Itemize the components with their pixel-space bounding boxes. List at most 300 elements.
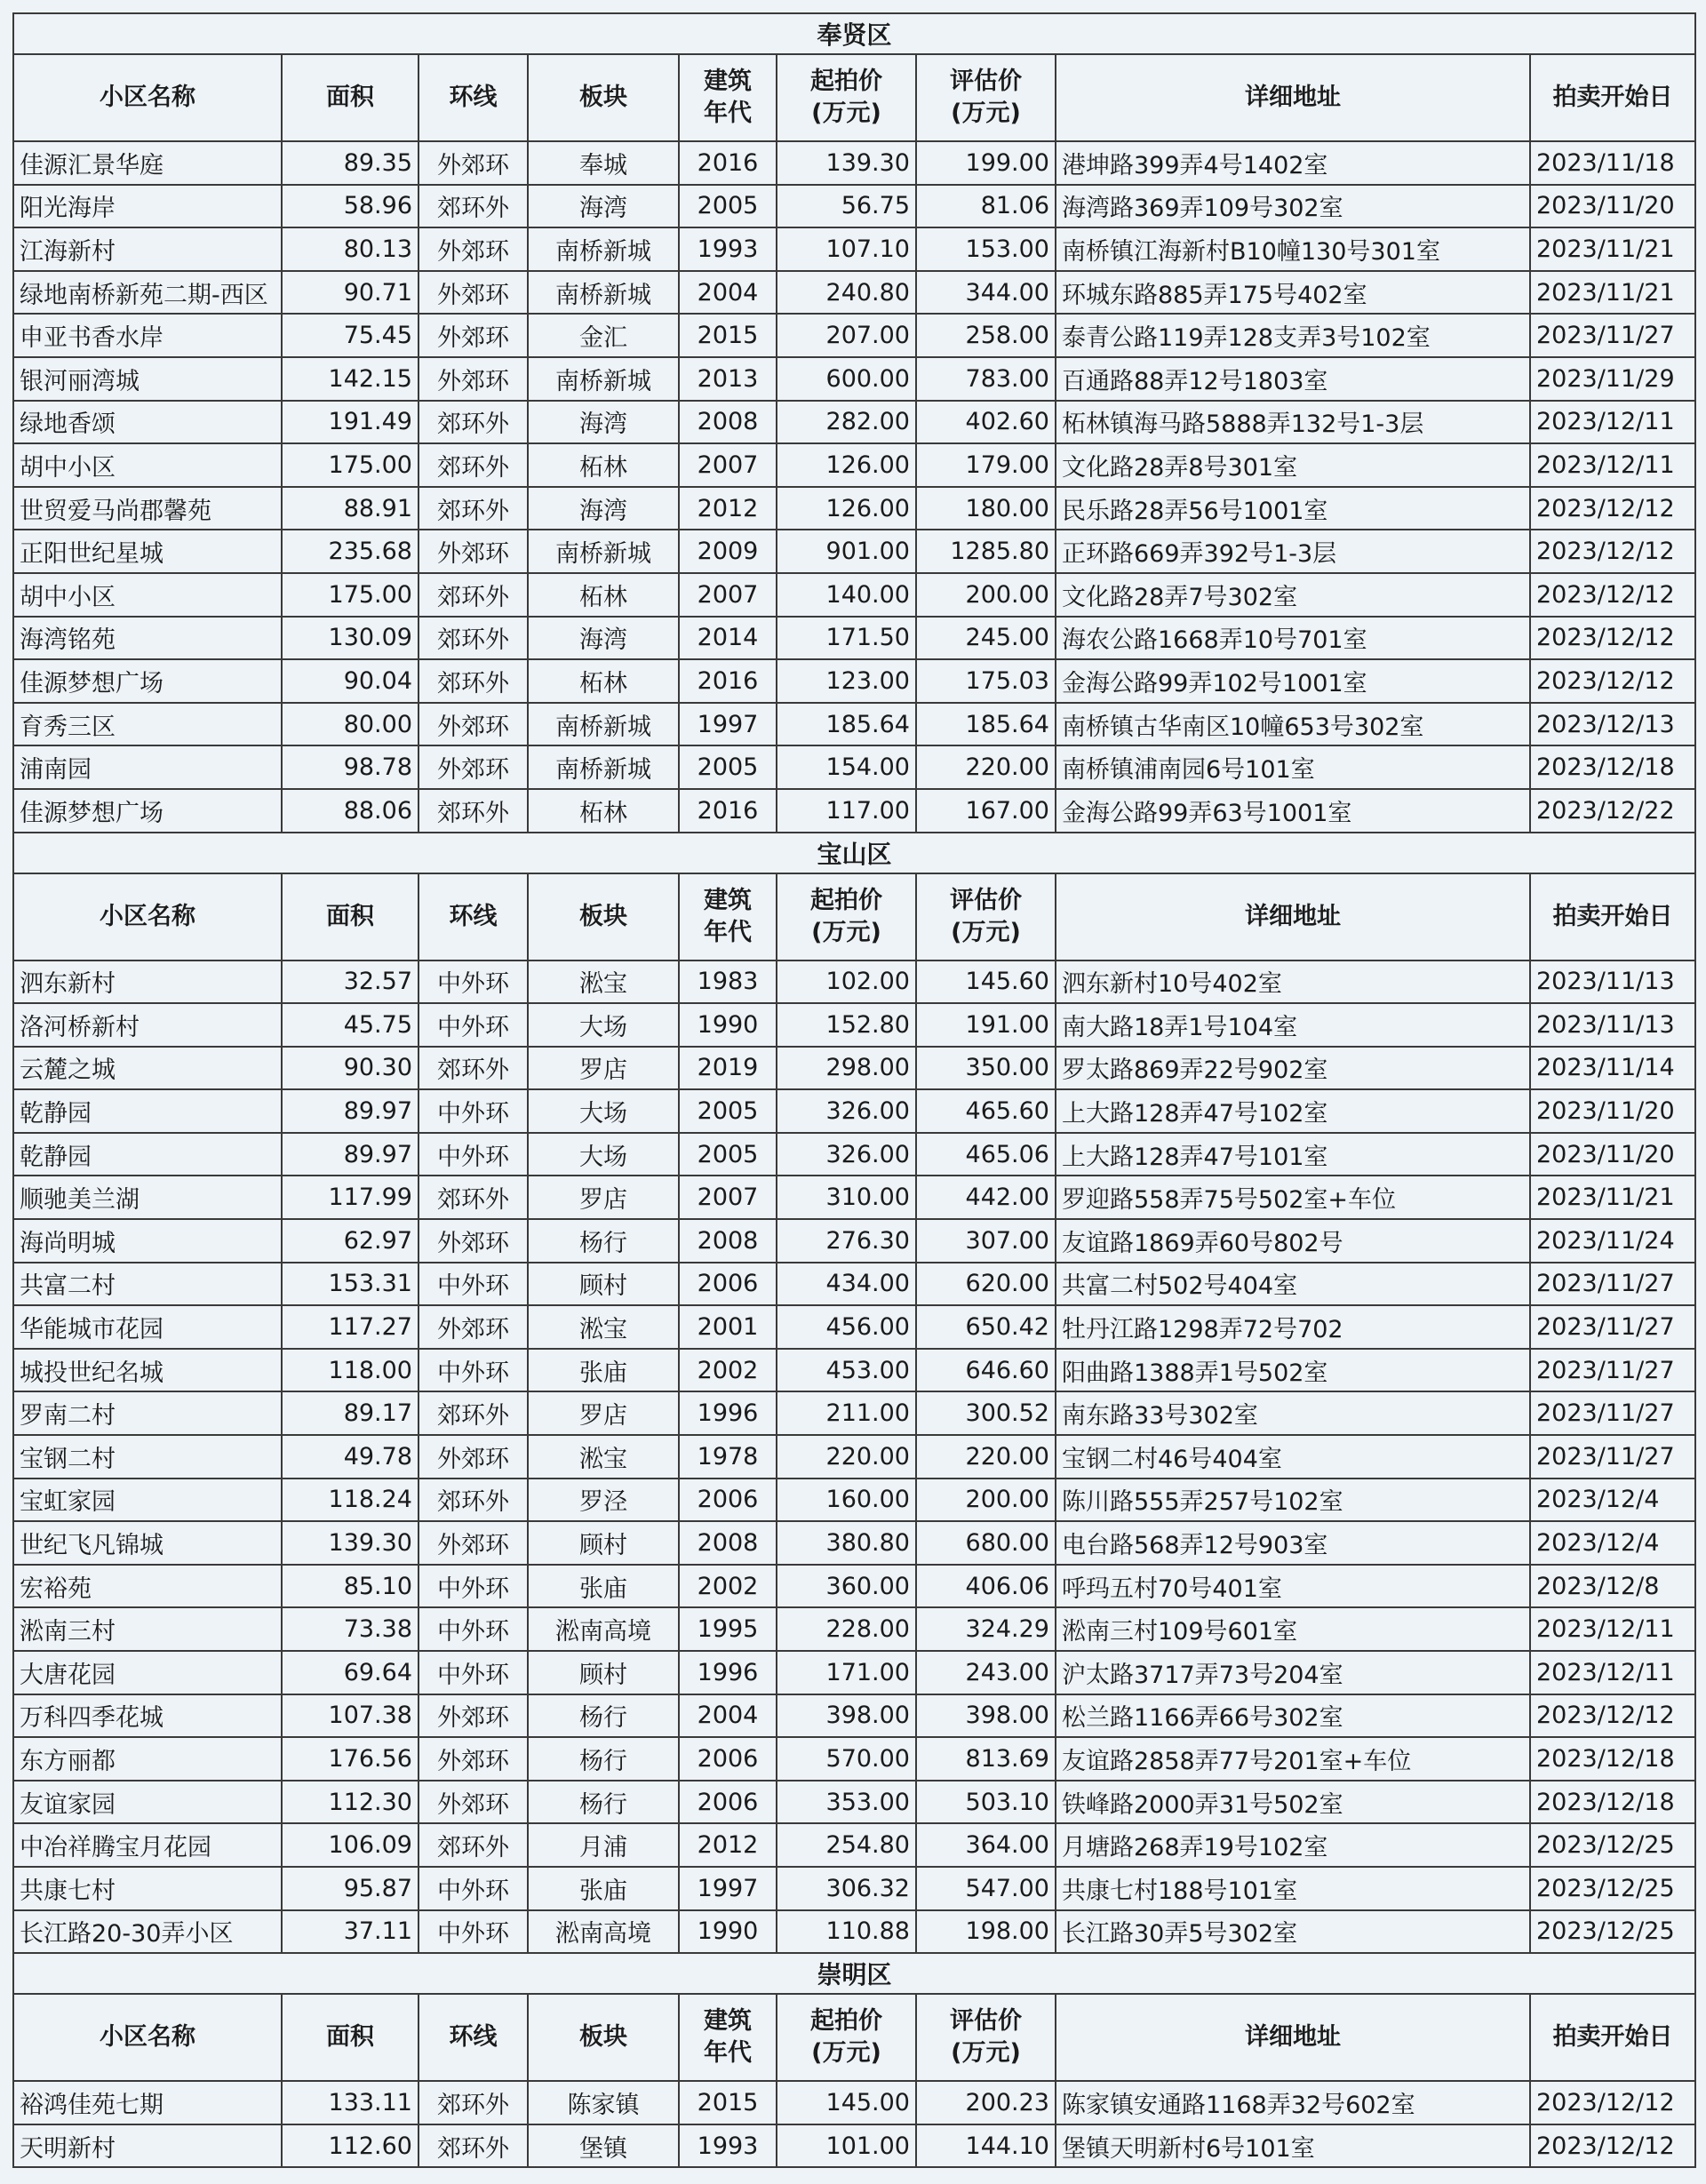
- build-year-cell: 2005: [679, 1089, 777, 1133]
- appraised-price-cell: 220.00: [916, 1435, 1056, 1479]
- address-cell: 正环路669弄392号1-3层: [1056, 530, 1530, 573]
- area-cell: 117.99: [282, 1176, 419, 1219]
- area-cell: 153.31: [282, 1263, 419, 1306]
- district-block-cell: 大场: [528, 1003, 679, 1047]
- community-name-cell: 佳源梦想广场: [13, 659, 282, 703]
- auction-start-date-cell: 2023/12/11: [1530, 1607, 1695, 1651]
- auction-start-date-cell: 2023/11/27: [1530, 1263, 1695, 1306]
- header-district-block: [528, 873, 679, 960]
- build-year-cell: 2012: [679, 1823, 777, 1867]
- table-row: [13, 401, 1695, 444]
- header-text: 起拍价: [810, 2007, 882, 2036]
- address-cell: 陈家镇安通路1168弄32号602室: [1056, 2081, 1530, 2124]
- appraised-price-cell: 175.03: [916, 659, 1056, 703]
- starting-price-cell: 152.80: [777, 1003, 916, 1047]
- auction-listing-sheet: [12, 12, 1694, 2168]
- ring-road-cell: 外郊环: [419, 1219, 528, 1263]
- starting-price-cell: 211.00: [777, 1391, 916, 1435]
- district-block-cell: 南桥新城: [528, 530, 679, 573]
- appraised-price-cell: 258.00: [916, 314, 1056, 357]
- appraised-price-cell: 180.00: [916, 487, 1056, 530]
- district-block-cell: 奉城: [528, 141, 679, 185]
- auction-start-date-cell: 2023/11/24: [1530, 1219, 1695, 1263]
- address-cell: 友谊路2858弄77号201室+车位: [1056, 1737, 1530, 1781]
- build-year-cell: 2004: [679, 271, 777, 315]
- community-name-cell: 浦南园: [13, 745, 282, 789]
- header-starting-price: [777, 54, 916, 141]
- ring-road-cell: 郊环外: [419, 1047, 528, 1090]
- build-year-cell: 2002: [679, 1349, 777, 1392]
- header-community-name: [13, 54, 282, 141]
- ring-road-cell: 郊环外: [419, 185, 528, 228]
- appraised-price-cell: 144.10: [916, 2124, 1056, 2168]
- table-row: [13, 573, 1695, 617]
- community-name-cell: 裕鸿佳苑七期: [13, 2081, 282, 2124]
- starting-price-cell: 901.00: [777, 530, 916, 573]
- district-block-cell: 大场: [528, 1089, 679, 1133]
- auction-start-date-cell: 2023/11/21: [1530, 1176, 1695, 1219]
- appraised-price-cell: 167.00: [916, 789, 1056, 833]
- address-cell: 友谊路1869弄60号802号: [1056, 1219, 1530, 1263]
- starting-price-cell: 282.00: [777, 401, 916, 444]
- community-name-cell: 天明新村: [13, 2124, 282, 2168]
- header-text: (万元): [811, 2039, 881, 2068]
- area-cell: 49.78: [282, 1435, 419, 1479]
- community-name-cell: 乾静园: [13, 1089, 282, 1133]
- address-cell: 宝钢二村46号404室: [1056, 1435, 1530, 1479]
- area-cell: 117.27: [282, 1305, 419, 1349]
- header-text: 年代: [704, 918, 752, 946]
- build-year-cell: 2014: [679, 617, 777, 660]
- starting-price-cell: 353.00: [777, 1781, 916, 1824]
- ring-road-cell: 中外环: [419, 1910, 528, 1954]
- header-area: [282, 1994, 419, 2081]
- table-row: [13, 1003, 1695, 1047]
- header-starting-price: [777, 873, 916, 960]
- header-text: 详细地址: [1245, 2023, 1341, 2052]
- district-block-cell: 杨行: [528, 1737, 679, 1781]
- ring-road-cell: 郊环外: [419, 573, 528, 617]
- starting-price-cell: 228.00: [777, 1607, 916, 1651]
- header-community-name: [13, 1994, 282, 2081]
- community-name-cell: 共康七村: [13, 1867, 282, 1910]
- starting-price-cell: 101.00: [777, 2124, 916, 2168]
- build-year-cell: 2005: [679, 1133, 777, 1176]
- district-block-cell: 顾村: [528, 1521, 679, 1565]
- header-address: [1056, 1994, 1530, 2081]
- ring-road-cell: 外郊环: [419, 530, 528, 573]
- table-row: [13, 1479, 1695, 1522]
- build-year-cell: 2004: [679, 1694, 777, 1738]
- starting-price-cell: 145.00: [777, 2081, 916, 2124]
- address-cell: 文化路28弄7号302室: [1056, 573, 1530, 617]
- starting-price-cell: 306.32: [777, 1867, 916, 1910]
- section-title-row: [13, 13, 1695, 54]
- area-cell: 118.24: [282, 1479, 419, 1522]
- community-name-cell: 华能城市花园: [13, 1305, 282, 1349]
- table-row: [13, 487, 1695, 530]
- header-text: (万元): [951, 918, 1021, 946]
- address-cell: 共康七村188号101室: [1056, 1867, 1530, 1910]
- auction-start-date-cell: 2023/11/20: [1530, 1133, 1695, 1176]
- community-name-cell: 申亚书香水岸: [13, 314, 282, 357]
- build-year-cell: 2016: [679, 789, 777, 833]
- auction-start-date-cell: 2023/12/18: [1530, 745, 1695, 789]
- area-cell: 130.09: [282, 617, 419, 660]
- header-starting-price: [777, 1994, 916, 2081]
- address-cell: 长江路30弄5号302室: [1056, 1910, 1530, 1954]
- appraised-price-cell: 220.00: [916, 745, 1056, 789]
- build-year-cell: 2016: [679, 141, 777, 185]
- table-row: [13, 1133, 1695, 1176]
- header-text: 拍卖开始日: [1552, 2023, 1673, 2052]
- build-year-cell: 2015: [679, 314, 777, 357]
- community-name-cell: 宏裕苑: [13, 1565, 282, 1608]
- auction-start-date-cell: 2023/12/12: [1530, 1694, 1695, 1738]
- header-ring-road: [419, 1994, 528, 2081]
- area-cell: 95.87: [282, 1867, 419, 1910]
- district-block-cell: 张庙: [528, 1565, 679, 1608]
- address-cell: 牡丹江路1298弄72号702: [1056, 1305, 1530, 1349]
- ring-road-cell: 外郊环: [419, 1694, 528, 1738]
- district-block-cell: 杨行: [528, 1694, 679, 1738]
- auction-start-date-cell: 2023/12/12: [1530, 2124, 1695, 2168]
- address-cell: 金海公路99弄63号1001室: [1056, 789, 1530, 833]
- build-year-cell: 1978: [679, 1435, 777, 1479]
- address-cell: 上大路128弄47号102室: [1056, 1089, 1530, 1133]
- header-text: 评估价: [950, 886, 1022, 914]
- auction-start-date-cell: 2023/11/29: [1530, 357, 1695, 401]
- appraised-price-cell: 198.00: [916, 1910, 1056, 1954]
- community-name-cell: 中冶祥腾宝月花园: [13, 1823, 282, 1867]
- community-name-cell: 育秀三区: [13, 703, 282, 746]
- starting-price-cell: 154.00: [777, 745, 916, 789]
- starting-price-cell: 360.00: [777, 1565, 916, 1608]
- address-cell: 泗东新村10号402室: [1056, 960, 1530, 1004]
- starting-price-cell: 110.88: [777, 1910, 916, 1954]
- auction-start-date-cell: 2023/12/12: [1530, 2081, 1695, 2124]
- appraised-price-cell: 783.00: [916, 357, 1056, 401]
- starting-price-cell: 298.00: [777, 1047, 916, 1090]
- header-text: 小区名称: [100, 2023, 195, 2052]
- auction-start-date-cell: 2023/12/25: [1530, 1867, 1695, 1910]
- header-appraised-price: [916, 1994, 1056, 2081]
- table-row: [13, 1263, 1695, 1306]
- build-year-cell: 1997: [679, 703, 777, 746]
- auction-start-date-cell: 2023/11/13: [1530, 960, 1695, 1004]
- table-row: [13, 1781, 1695, 1824]
- ring-road-cell: 郊环外: [419, 443, 528, 487]
- build-year-cell: 1990: [679, 1003, 777, 1047]
- section-title-row: [13, 1953, 1695, 1994]
- ring-road-cell: 中外环: [419, 1089, 528, 1133]
- starting-price-cell: 254.80: [777, 1823, 916, 1867]
- header-build-year: [679, 873, 777, 960]
- district-block-cell: 罗店: [528, 1176, 679, 1219]
- table-row: [13, 185, 1695, 228]
- table-row: [13, 1565, 1695, 1608]
- address-cell: 百通路88弄12号1803室: [1056, 357, 1530, 401]
- area-cell: 118.00: [282, 1349, 419, 1392]
- community-name-cell: 宝虹家园: [13, 1479, 282, 1522]
- community-name-cell: 罗南二村: [13, 1391, 282, 1435]
- address-cell: 泰青公路119弄128支弄3号102室: [1056, 314, 1530, 357]
- auction-start-date-cell: 2023/11/20: [1530, 185, 1695, 228]
- address-cell: 南大路18弄1号104室: [1056, 1003, 1530, 1047]
- community-name-cell: 淞南三村: [13, 1607, 282, 1651]
- section-title: 宝山区: [13, 833, 1695, 873]
- starting-price-cell: 123.00: [777, 659, 916, 703]
- address-cell: 环城东路885弄175号402室: [1056, 271, 1530, 315]
- header-text: 小区名称: [100, 902, 195, 930]
- table-row: [13, 1089, 1695, 1133]
- ring-road-cell: 外郊环: [419, 314, 528, 357]
- auction-start-date-cell: 2023/11/27: [1530, 1305, 1695, 1349]
- table-row: [13, 789, 1695, 833]
- community-name-cell: 世贸爱马尚郡馨苑: [13, 487, 282, 530]
- area-cell: 58.96: [282, 185, 419, 228]
- header-build-year: [679, 54, 777, 141]
- area-cell: 75.45: [282, 314, 419, 357]
- header-text: 建筑: [704, 886, 752, 914]
- ring-road-cell: 外郊环: [419, 1781, 528, 1824]
- auction-start-date-cell: 2023/12/25: [1530, 1910, 1695, 1954]
- ring-road-cell: 中外环: [419, 1565, 528, 1608]
- table-row: [13, 1176, 1695, 1219]
- build-year-cell: 2009: [679, 530, 777, 573]
- appraised-price-cell: 402.60: [916, 401, 1056, 444]
- district-block-cell: 陈家镇: [528, 2081, 679, 2124]
- auction-start-date-cell: 2023/12/11: [1530, 401, 1695, 444]
- district-block-cell: 南桥新城: [528, 703, 679, 746]
- starting-price-cell: 570.00: [777, 1737, 916, 1781]
- ring-road-cell: 郊环外: [419, 2124, 528, 2168]
- starting-price-cell: 453.00: [777, 1349, 916, 1392]
- auction-start-date-cell: 2023/12/11: [1530, 1651, 1695, 1694]
- area-cell: 90.04: [282, 659, 419, 703]
- auction-start-date-cell: 2023/12/18: [1530, 1737, 1695, 1781]
- starting-price-cell: 171.50: [777, 617, 916, 660]
- build-year-cell: 2016: [679, 659, 777, 703]
- address-cell: 文化路28弄8号301室: [1056, 443, 1530, 487]
- build-year-cell: 2007: [679, 1176, 777, 1219]
- district-block-cell: 顾村: [528, 1263, 679, 1306]
- address-cell: 沪太路3717弄73号204室: [1056, 1651, 1530, 1694]
- address-cell: 阳曲路1388弄1号502室: [1056, 1349, 1530, 1392]
- auction-start-date-cell: 2023/11/27: [1530, 1349, 1695, 1392]
- header-area: [282, 873, 419, 960]
- header-build-year: [679, 1994, 777, 2081]
- build-year-cell: 2008: [679, 401, 777, 444]
- appraised-price-cell: 465.60: [916, 1089, 1056, 1133]
- appraised-price-cell: 153.00: [916, 227, 1056, 271]
- community-name-cell: 乾静园: [13, 1133, 282, 1176]
- ring-road-cell: 郊环外: [419, 1823, 528, 1867]
- address-cell: 电台路568弄12号903室: [1056, 1521, 1530, 1565]
- address-cell: 南桥镇浦南园6号101室: [1056, 745, 1530, 789]
- community-name-cell: 东方丽都: [13, 1737, 282, 1781]
- header-text: 板块: [579, 84, 627, 111]
- appraised-price-cell: 199.00: [916, 141, 1056, 185]
- section-title: 崇明区: [13, 1953, 1695, 1994]
- header-community-name: [13, 873, 282, 960]
- appraised-price-cell: 245.00: [916, 617, 1056, 660]
- build-year-cell: 2012: [679, 487, 777, 530]
- appraised-price-cell: 179.00: [916, 443, 1056, 487]
- appraised-price-cell: 324.29: [916, 1607, 1056, 1651]
- district-block-cell: 淞宝: [528, 1435, 679, 1479]
- district-block-cell: 顾村: [528, 1651, 679, 1694]
- auction-start-date-cell: 2023/11/27: [1530, 1435, 1695, 1479]
- build-year-cell: 1993: [679, 2124, 777, 2168]
- column-header-row: [13, 1994, 1695, 2081]
- district-block-cell: 淞宝: [528, 960, 679, 1004]
- header-text: 小区名称: [100, 84, 195, 111]
- area-cell: 37.11: [282, 1910, 419, 1954]
- area-cell: 80.00: [282, 703, 419, 746]
- area-cell: 73.38: [282, 1607, 419, 1651]
- table-row: [13, 1694, 1695, 1738]
- build-year-cell: 2019: [679, 1047, 777, 1090]
- area-cell: 175.00: [282, 573, 419, 617]
- table-row: [13, 1910, 1695, 1954]
- starting-price-cell: 185.64: [777, 703, 916, 746]
- auction-start-date-cell: 2023/11/21: [1530, 271, 1695, 315]
- community-name-cell: 海湾铭苑: [13, 617, 282, 660]
- header-text: 详细地址: [1245, 84, 1341, 111]
- build-year-cell: 1996: [679, 1391, 777, 1435]
- build-year-cell: 2006: [679, 1479, 777, 1522]
- ring-road-cell: 中外环: [419, 1607, 528, 1651]
- header-address: [1056, 873, 1530, 960]
- district-block-cell: 大场: [528, 1133, 679, 1176]
- area-cell: 69.64: [282, 1651, 419, 1694]
- header-auction-start-date: [1530, 54, 1695, 141]
- build-year-cell: 1983: [679, 960, 777, 1004]
- ring-road-cell: 外郊环: [419, 227, 528, 271]
- starting-price-cell: 276.30: [777, 1219, 916, 1263]
- auction-start-date-cell: 2023/12/12: [1530, 617, 1695, 660]
- header-appraised-price: [916, 873, 1056, 960]
- ring-road-cell: 中外环: [419, 1349, 528, 1392]
- header-ring-road: [419, 873, 528, 960]
- community-name-cell: 长江路20-30弄小区: [13, 1910, 282, 1954]
- build-year-cell: 2005: [679, 185, 777, 228]
- appraised-price-cell: 503.10: [916, 1781, 1056, 1824]
- table-row: [13, 2124, 1695, 2168]
- build-year-cell: 2008: [679, 1521, 777, 1565]
- starting-price-cell: 126.00: [777, 443, 916, 487]
- area-cell: 112.60: [282, 2124, 419, 2168]
- area-cell: 191.49: [282, 401, 419, 444]
- auction-start-date-cell: 2023/11/14: [1530, 1047, 1695, 1090]
- appraised-price-cell: 191.00: [916, 1003, 1056, 1047]
- district-block-cell: 海湾: [528, 185, 679, 228]
- header-text: 详细地址: [1245, 902, 1341, 930]
- appraised-price-cell: 200.00: [916, 1479, 1056, 1522]
- column-header-row: [13, 54, 1695, 141]
- starting-price-cell: 398.00: [777, 1694, 916, 1738]
- starting-price-cell: 240.80: [777, 271, 916, 315]
- appraised-price-cell: 185.64: [916, 703, 1056, 746]
- starting-price-cell: 326.00: [777, 1089, 916, 1133]
- community-name-cell: 佳源汇景华庭: [13, 141, 282, 185]
- area-cell: 112.30: [282, 1781, 419, 1824]
- ring-road-cell: 郊环外: [419, 617, 528, 660]
- community-name-cell: 海尚明城: [13, 1219, 282, 1263]
- area-cell: 133.11: [282, 2081, 419, 2124]
- header-text: 起拍价: [810, 886, 882, 914]
- community-name-cell: 洛河桥新村: [13, 1003, 282, 1047]
- table-row: [13, 2081, 1695, 2124]
- header-text: 板块: [579, 2023, 627, 2052]
- table-row: [13, 357, 1695, 401]
- ring-road-cell: 郊环外: [419, 659, 528, 703]
- community-name-cell: 佳源梦想广场: [13, 789, 282, 833]
- starting-price-cell: 107.10: [777, 227, 916, 271]
- district-block-cell: 海湾: [528, 487, 679, 530]
- district-block-cell: 罗店: [528, 1391, 679, 1435]
- district-block-cell: 淞南高境: [528, 1910, 679, 1954]
- starting-price-cell: 326.00: [777, 1133, 916, 1176]
- ring-road-cell: 中外环: [419, 1263, 528, 1306]
- starting-price-cell: 456.00: [777, 1305, 916, 1349]
- ring-road-cell: 外郊环: [419, 141, 528, 185]
- appraised-price-cell: 406.06: [916, 1565, 1056, 1608]
- table-row: [13, 659, 1695, 703]
- column-header-row: [13, 873, 1695, 960]
- table-row: [13, 1349, 1695, 1392]
- community-name-cell: 宝钢二村: [13, 1435, 282, 1479]
- area-cell: 176.56: [282, 1737, 419, 1781]
- district-block-cell: 南桥新城: [528, 271, 679, 315]
- appraised-price-cell: 442.00: [916, 1176, 1056, 1219]
- address-cell: 港坤路399弄4号1402室: [1056, 141, 1530, 185]
- district-block-cell: 堡镇: [528, 2124, 679, 2168]
- ring-road-cell: 外郊环: [419, 1737, 528, 1781]
- appraised-price-cell: 813.69: [916, 1737, 1056, 1781]
- header-text: 环线: [449, 84, 498, 111]
- area-cell: 107.38: [282, 1694, 419, 1738]
- build-year-cell: 2005: [679, 745, 777, 789]
- starting-price-cell: 207.00: [777, 314, 916, 357]
- table-row: [13, 617, 1695, 660]
- ring-road-cell: 郊环外: [419, 1479, 528, 1522]
- address-cell: 柘林镇海马路5888弄132号1-3层: [1056, 401, 1530, 444]
- community-name-cell: 胡中小区: [13, 443, 282, 487]
- address-cell: 淞南三村109号601室: [1056, 1607, 1530, 1651]
- ring-road-cell: 中外环: [419, 960, 528, 1004]
- auction-start-date-cell: 2023/12/11: [1530, 443, 1695, 487]
- header-text: (万元): [811, 918, 881, 946]
- district-block-cell: 南桥新城: [528, 227, 679, 271]
- area-cell: 88.06: [282, 789, 419, 833]
- ring-road-cell: 郊环外: [419, 1391, 528, 1435]
- address-cell: 罗太路869弄22号902室: [1056, 1047, 1530, 1090]
- appraised-price-cell: 1285.80: [916, 530, 1056, 573]
- district-block-cell: 张庙: [528, 1349, 679, 1392]
- area-cell: 89.97: [282, 1089, 419, 1133]
- ring-road-cell: 外郊环: [419, 1521, 528, 1565]
- header-address: [1056, 54, 1530, 141]
- area-cell: 175.00: [282, 443, 419, 487]
- community-name-cell: 共富二村: [13, 1263, 282, 1306]
- appraised-price-cell: 350.00: [916, 1047, 1056, 1090]
- auction-start-date-cell: 2023/12/13: [1530, 703, 1695, 746]
- header-auction-start-date: [1530, 1994, 1695, 2081]
- header-text: 面积: [326, 84, 374, 111]
- section-title-row: [13, 833, 1695, 873]
